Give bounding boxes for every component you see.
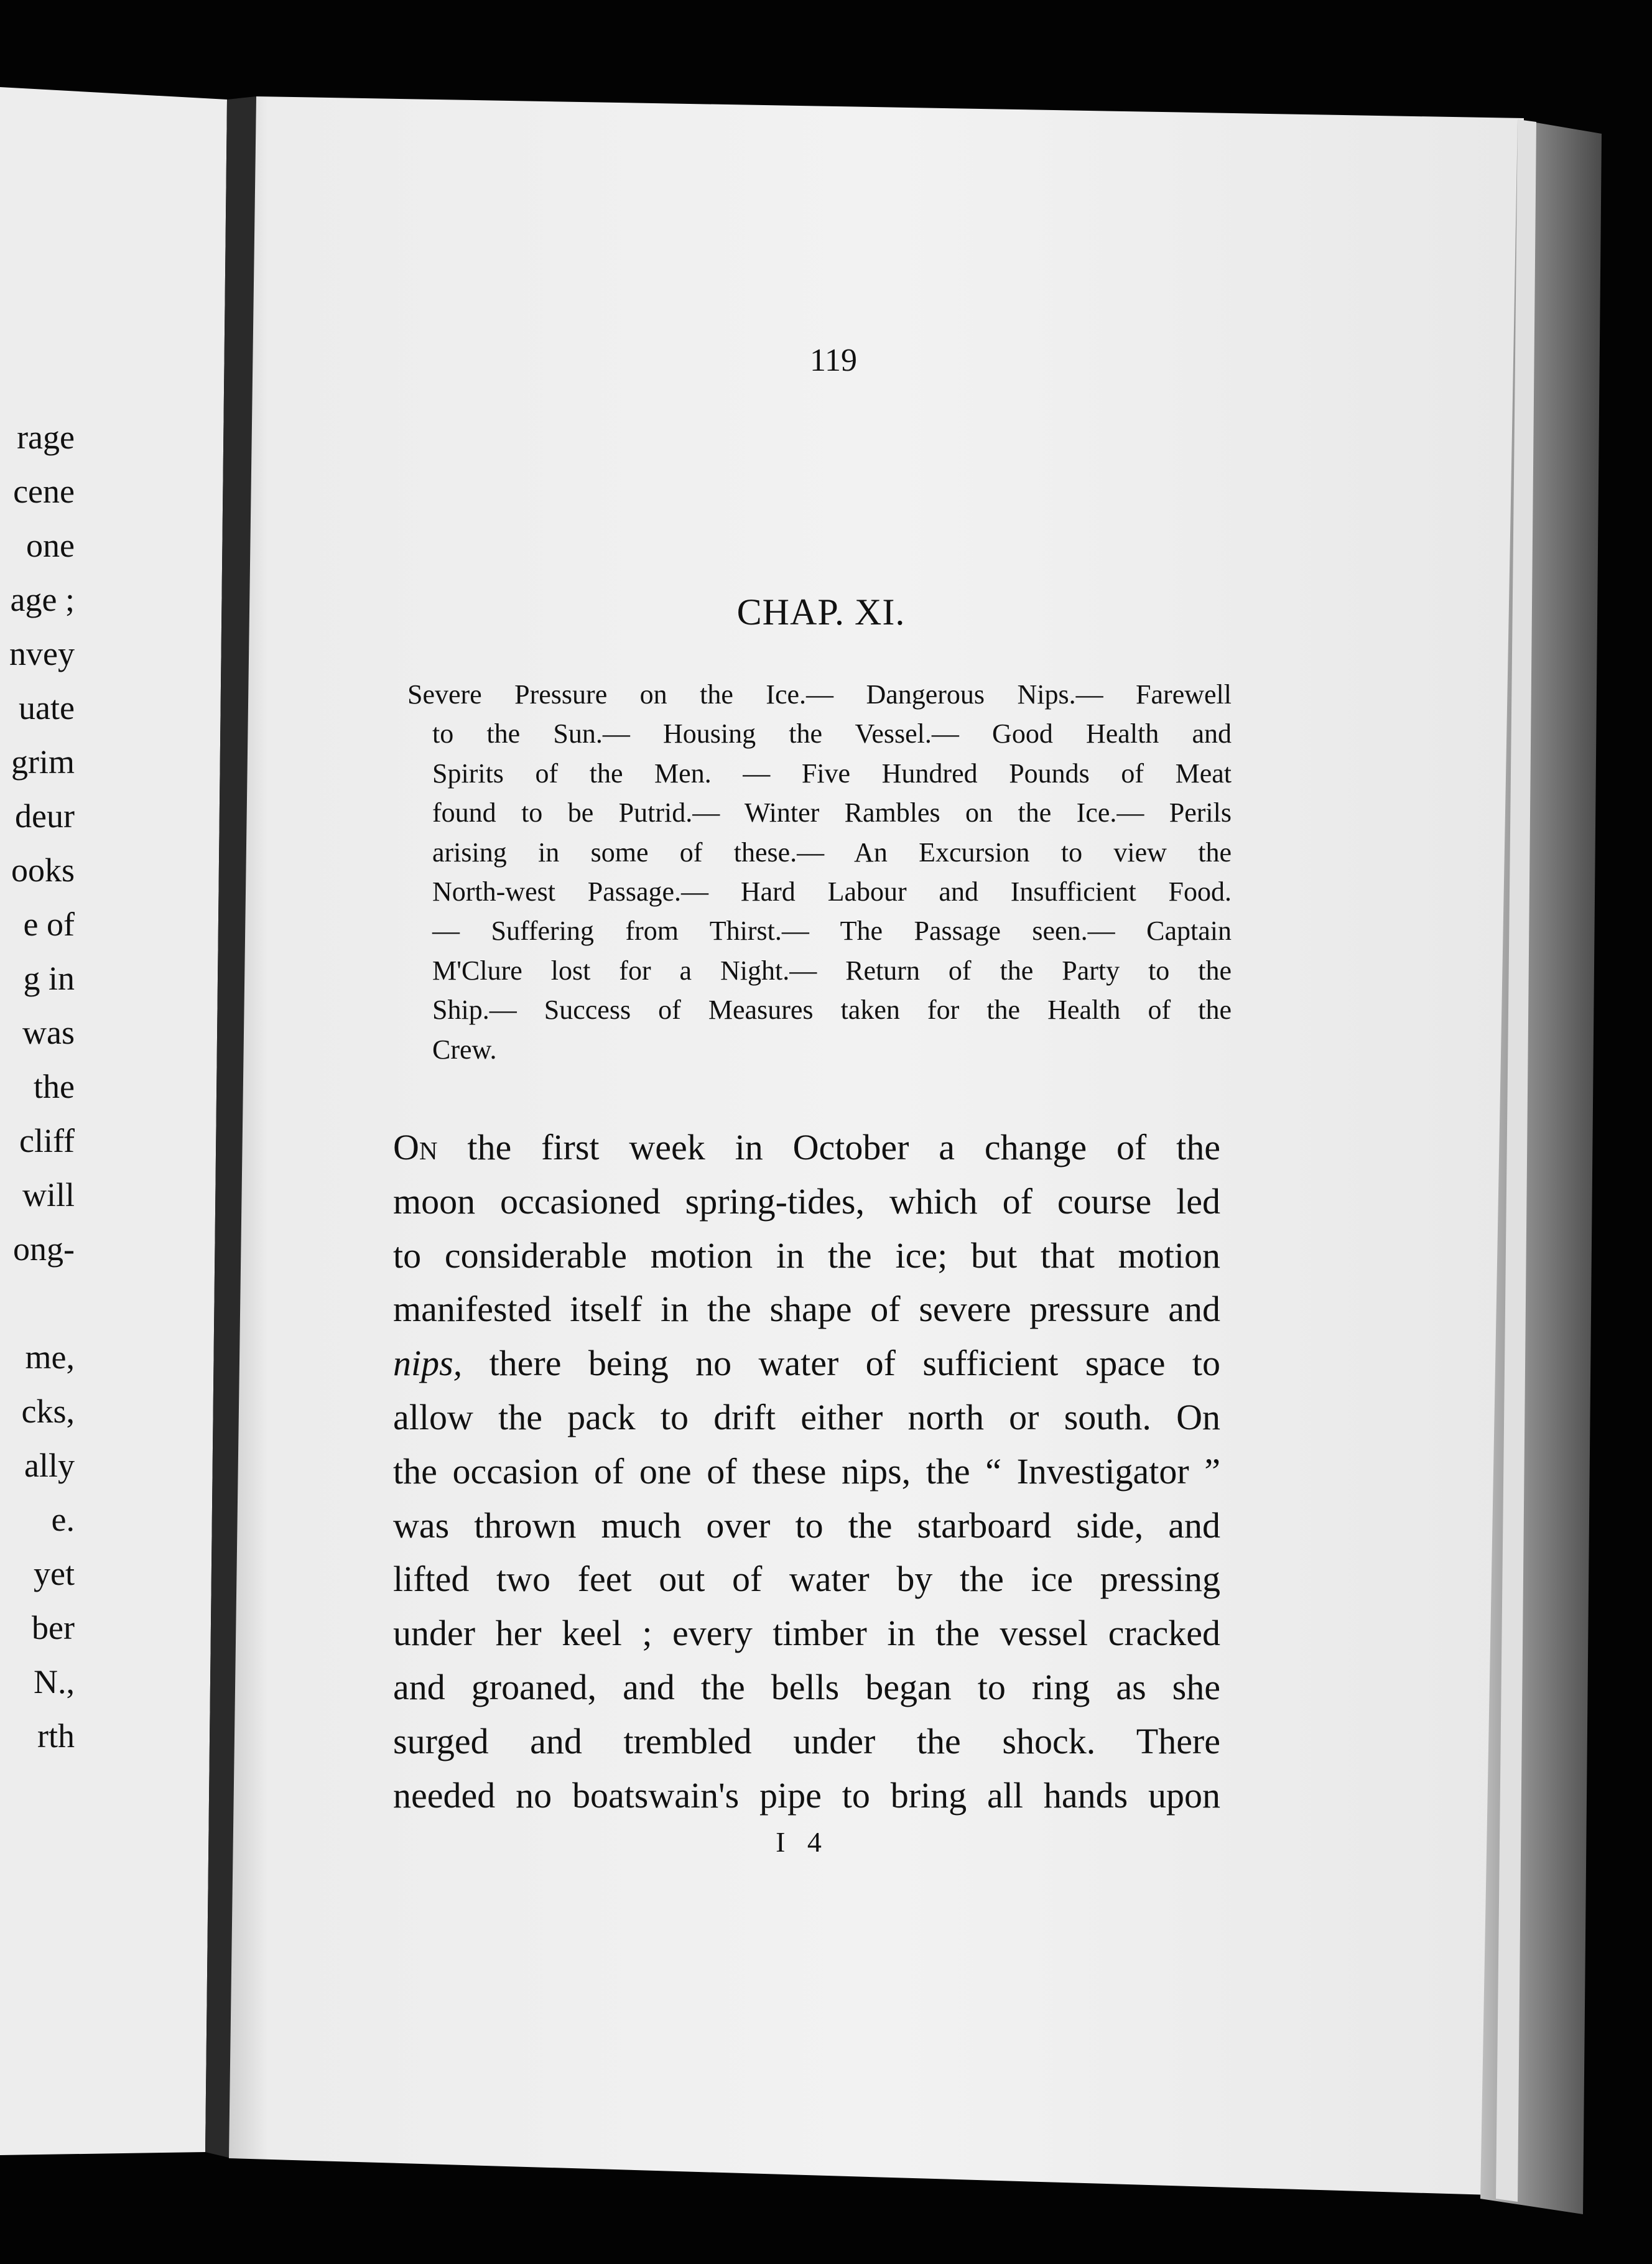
summary-line: arising in some of these.— An Excursion to view the xyxy=(432,837,1232,868)
summary-line: found to be Putrid.— Winter Rambles on the Ice.— Perils xyxy=(432,797,1232,828)
chapter-title: CHAP. XI. xyxy=(736,592,906,633)
summary-line: Severe Pressure on the Ice.— Dangerous Nips.— Farewell xyxy=(407,679,1232,710)
body-line: moon occasioned spring-tides, which of course led xyxy=(393,1181,1220,1222)
left-page-line: N., xyxy=(34,1663,75,1700)
body-line: manifested itself in the shape of severe pressure and xyxy=(393,1289,1220,1330)
body-line: allow the pack to drift either north or south. On xyxy=(393,1396,1220,1437)
body-line: and groaned, and the bells began to ring as she xyxy=(393,1666,1220,1707)
left-page-line: was xyxy=(22,1014,75,1051)
left-page-line: the xyxy=(34,1068,75,1105)
body-line: lifted two feet out of water by the ice pressing xyxy=(393,1559,1220,1600)
body-line-text: the first week in October a change of the xyxy=(437,1127,1220,1167)
left-page-line: ong- xyxy=(13,1230,75,1268)
body-line: under her keel ; every timber in the vessel cracked xyxy=(393,1613,1220,1654)
summary-line: M'Clure lost for a Night.— Return of the Party to the xyxy=(432,955,1232,986)
left-page-line: age ; xyxy=(10,581,75,618)
body-line: the occasion of one of these nips, the “ Investigator ” xyxy=(393,1450,1220,1492)
left-page-line: cene xyxy=(13,473,75,510)
left-page-line: grim xyxy=(11,743,75,781)
left-page-line: cks, xyxy=(21,1393,75,1430)
summary-line: to the Sun.— Housing the Vessel.— Good Health and xyxy=(432,718,1232,749)
left-page-line: ooks xyxy=(11,851,75,889)
body-line: needed no boatswain's pipe to bring all hands upon xyxy=(393,1775,1220,1816)
summary-line: North-west Passage.— Hard Labour and Insufficient Food. xyxy=(432,876,1232,907)
left-page-line: e of xyxy=(23,906,75,943)
chapter-summary xyxy=(407,675,1232,1069)
summary-line: Ship.— Success of Measures taken for the Health of the xyxy=(432,995,1232,1026)
left-page-line: deur xyxy=(15,797,75,835)
signature-mark: I 4 xyxy=(776,1826,829,1858)
drop-word: On xyxy=(393,1127,438,1167)
left-page-line: uate xyxy=(19,689,75,726)
summary-line: — Suffering from Thirst.— The Passage seen.— Captain xyxy=(432,916,1232,947)
left-page-line: one xyxy=(26,527,75,564)
left-page-line: g in xyxy=(23,960,75,997)
left-page-line: nvey xyxy=(9,635,75,672)
left-page-line: cliff xyxy=(19,1122,75,1159)
left-page-line: e. xyxy=(51,1501,75,1538)
summary-line: Spirits of the Men. — Five Hundred Pounds of Meat xyxy=(432,758,1232,789)
left-page-line: me, xyxy=(25,1338,75,1376)
summary-line: Crew. xyxy=(432,1034,497,1065)
body-line xyxy=(393,1121,1220,1175)
left-page-line: yet xyxy=(34,1555,75,1592)
body-line xyxy=(393,1337,1220,1391)
body-line: surged and trembled under the shock. There xyxy=(393,1720,1220,1761)
body-line: to considerable motion in the ice; but that motion xyxy=(393,1235,1220,1276)
left-page-line: rth xyxy=(37,1717,75,1755)
left-page-line: ally xyxy=(24,1447,75,1484)
left-page-line: rage xyxy=(17,419,75,456)
left-page-line: ber xyxy=(32,1609,75,1646)
body-line: was thrown much over to the starboard side, and xyxy=(393,1505,1220,1546)
italic-word: nips, xyxy=(393,1343,463,1384)
body-line-text: there being no water of sufficient space to xyxy=(462,1343,1220,1384)
body-text xyxy=(393,1121,1220,1822)
page-number: 119 xyxy=(809,343,858,378)
left-page-line: will xyxy=(22,1176,75,1213)
